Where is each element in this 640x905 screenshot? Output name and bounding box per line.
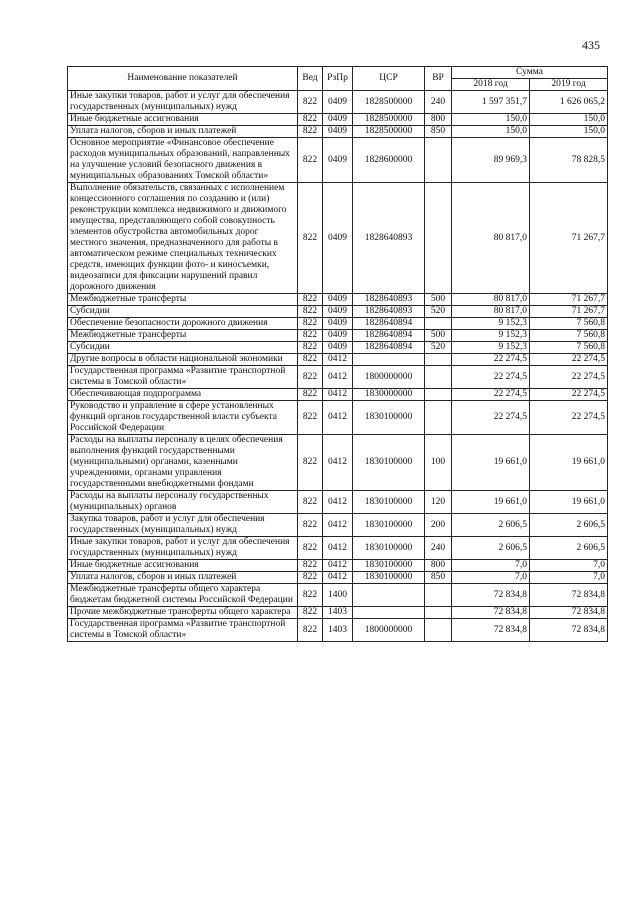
row-csr: 1800000000 xyxy=(353,619,425,642)
row-sum-2019: 7,0 xyxy=(530,560,608,572)
row-vr: 800 xyxy=(425,114,452,126)
row-sum-2019: 19 661,0 xyxy=(530,435,608,491)
row-sum-2019: 72 834,8 xyxy=(530,607,608,619)
row-csr: 1828640893 xyxy=(353,183,425,294)
row-sum-2019: 150,0 xyxy=(530,126,608,138)
row-name: Межбюджетные трансферты xyxy=(68,294,298,306)
row-vr xyxy=(425,607,452,619)
row-csr: 1828640894 xyxy=(353,342,425,354)
row-rzpr: 0412 xyxy=(323,354,353,366)
table-row xyxy=(68,330,608,342)
row-sum-2019: 150,0 xyxy=(530,114,608,126)
row-ved: 822 xyxy=(298,114,323,126)
header-csr: ЦСР xyxy=(353,67,425,91)
row-rzpr: 0412 xyxy=(323,537,353,560)
row-vr xyxy=(425,401,452,435)
row-name: Государственная программа «Развитие транспортной системы в Томской области» xyxy=(68,619,298,642)
row-sum-2018: 2 606,5 xyxy=(452,537,530,560)
row-sum-2019: 22 274,5 xyxy=(530,389,608,401)
row-ved: 822 xyxy=(298,306,323,318)
row-ved: 822 xyxy=(298,537,323,560)
row-vr xyxy=(425,619,452,642)
row-csr: 1828500000 xyxy=(353,114,425,126)
row-vr: 240 xyxy=(425,537,452,560)
row-rzpr: 0409 xyxy=(323,114,353,126)
row-sum-2019: 7 560,8 xyxy=(530,342,608,354)
row-ved: 822 xyxy=(298,183,323,294)
row-rzpr: 0409 xyxy=(323,138,353,183)
row-ved: 822 xyxy=(298,584,323,607)
row-vr xyxy=(425,138,452,183)
row-rzpr: 1400 xyxy=(323,584,353,607)
row-vr: 500 xyxy=(425,294,452,306)
row-sum-2018: 72 834,8 xyxy=(452,607,530,619)
row-vr xyxy=(425,584,452,607)
row-name: Выполнение обязательств, связанных с исполнением концессионного соглашения по созданию и (или) реконструкции комплекса недвижимого и движимого имущества, представляющего собой совокупность элементов обустройства автомобильных дорог местного значения, предназначенного для работы в автоматическом режиме специальных технических средств, имеющих функции фото- и киносъемки, видеозаписи для фиксации нарушений правил дорожного движения xyxy=(68,183,298,294)
row-ved: 822 xyxy=(298,514,323,537)
row-csr: 1830100000 xyxy=(353,514,425,537)
header-2019: 2019 год xyxy=(530,79,608,91)
row-sum-2018: 9 152,3 xyxy=(452,330,530,342)
row-ved: 822 xyxy=(298,330,323,342)
row-sum-2018: 19 661,0 xyxy=(452,435,530,491)
row-name: Основное мероприятие «Финансовое обеспечение расходов муниципальных образований, направленных на улучшение условий безопасного движения в муниципальных образованиях Томской области» xyxy=(68,138,298,183)
row-name: Иные бюджетные ассигнования xyxy=(68,114,298,126)
row-vr: 200 xyxy=(425,514,452,537)
row-sum-2018: 1 597 351,7 xyxy=(452,91,530,114)
row-name: Иные закупки товаров, работ и услуг для обеспечения государственных (муниципальных) нужд xyxy=(68,537,298,560)
row-ved: 822 xyxy=(298,138,323,183)
row-ved: 822 xyxy=(298,560,323,572)
row-sum-2019: 71 267,7 xyxy=(530,306,608,318)
row-csr: 1830100000 xyxy=(353,560,425,572)
row-rzpr: 0412 xyxy=(323,389,353,401)
row-sum-2018: 22 274,5 xyxy=(452,389,530,401)
row-sum-2018: 19 661,0 xyxy=(452,491,530,514)
row-ved: 822 xyxy=(298,401,323,435)
row-sum-2018: 9 152,3 xyxy=(452,318,530,330)
row-name: Обеспечение безопасности дорожного движения xyxy=(68,318,298,330)
row-name: Уплата налогов, сборов и иных платежей xyxy=(68,126,298,138)
row-sum-2019: 19 661,0 xyxy=(530,491,608,514)
table-row xyxy=(68,560,608,572)
row-csr: 1830000000 xyxy=(353,389,425,401)
table-row xyxy=(68,306,608,318)
header-name: Наименование показателей xyxy=(68,67,298,91)
table-row xyxy=(68,126,608,138)
table-row xyxy=(68,389,608,401)
row-sum-2018: 80 817,0 xyxy=(452,306,530,318)
row-sum-2019: 71 267,7 xyxy=(530,183,608,294)
row-ved: 822 xyxy=(298,294,323,306)
row-csr: 1828500000 xyxy=(353,91,425,114)
table-row xyxy=(68,435,608,491)
row-sum-2018: 22 274,5 xyxy=(452,401,530,435)
row-name: Межбюджетные трансферты xyxy=(68,330,298,342)
table-row xyxy=(68,584,608,607)
table-row xyxy=(68,91,608,114)
row-sum-2018: 2 606,5 xyxy=(452,514,530,537)
table-row xyxy=(68,183,608,294)
row-name: Обеспечивающая подпрограмма xyxy=(68,389,298,401)
row-vr xyxy=(425,389,452,401)
row-csr xyxy=(353,607,425,619)
row-rzpr: 0412 xyxy=(323,572,353,584)
row-ved: 822 xyxy=(298,607,323,619)
row-vr: 850 xyxy=(425,126,452,138)
table-row xyxy=(68,294,608,306)
row-sum-2019: 72 834,8 xyxy=(530,619,608,642)
table-row xyxy=(68,619,608,642)
row-sum-2019: 7 560,8 xyxy=(530,330,608,342)
row-sum-2019: 22 274,5 xyxy=(530,366,608,389)
row-rzpr: 0412 xyxy=(323,366,353,389)
row-sum-2018: 150,0 xyxy=(452,114,530,126)
row-csr xyxy=(353,584,425,607)
row-sum-2019: 22 274,5 xyxy=(530,354,608,366)
row-sum-2018: 80 817,0 xyxy=(452,294,530,306)
row-sum-2018: 22 274,5 xyxy=(452,366,530,389)
row-sum-2019: 1 626 065,2 xyxy=(530,91,608,114)
row-name: Иные закупки товаров, работ и услуг для обеспечения государственных (муниципальных) нужд xyxy=(68,91,298,114)
row-rzpr: 0409 xyxy=(323,294,353,306)
row-vr: 120 xyxy=(425,491,452,514)
row-rzpr: 0409 xyxy=(323,91,353,114)
row-name: Субсидии xyxy=(68,306,298,318)
row-csr xyxy=(353,354,425,366)
row-name: Руководство и управление в сфере установленных функций органов государственной власти субъекта Российской Федерации xyxy=(68,401,298,435)
table-row xyxy=(68,342,608,354)
row-sum-2019: 7 560,8 xyxy=(530,318,608,330)
row-vr xyxy=(425,318,452,330)
table-row xyxy=(68,572,608,584)
row-sum-2018: 9 152,3 xyxy=(452,342,530,354)
table-row xyxy=(68,537,608,560)
row-vr: 520 xyxy=(425,342,452,354)
table-row xyxy=(68,114,608,126)
row-sum-2019: 71 267,7 xyxy=(530,294,608,306)
row-sum-2019: 2 606,5 xyxy=(530,537,608,560)
table-row xyxy=(68,318,608,330)
row-csr: 1830100000 xyxy=(353,491,425,514)
row-sum-2018: 72 834,8 xyxy=(452,619,530,642)
row-sum-2018: 22 274,5 xyxy=(452,354,530,366)
row-sum-2018: 80 817,0 xyxy=(452,183,530,294)
row-vr: 850 xyxy=(425,572,452,584)
row-name: Иные бюджетные ассигнования xyxy=(68,560,298,572)
row-sum-2019: 2 606,5 xyxy=(530,514,608,537)
table-row xyxy=(68,138,608,183)
row-ved: 822 xyxy=(298,354,323,366)
row-ved: 822 xyxy=(298,126,323,138)
row-name: Прочие межбюджетные трансферты общего характера xyxy=(68,607,298,619)
row-name: Расходы на выплаты персоналу государственных (муниципальных) органов xyxy=(68,491,298,514)
row-csr: 1830100000 xyxy=(353,537,425,560)
budget-table xyxy=(67,66,608,642)
row-name: Государственная программа «Развитие транспортной системы в Томской области» xyxy=(68,366,298,389)
row-sum-2019: 22 274,5 xyxy=(530,401,608,435)
table-row xyxy=(68,401,608,435)
row-rzpr: 0412 xyxy=(323,401,353,435)
row-rzpr: 0412 xyxy=(323,560,353,572)
table-row xyxy=(68,607,608,619)
row-name: Закупка товаров, работ и услуг для обеспечения государственных (муниципальных) нужд xyxy=(68,514,298,537)
row-rzpr: 0409 xyxy=(323,342,353,354)
row-ved: 822 xyxy=(298,318,323,330)
row-rzpr: 0409 xyxy=(323,183,353,294)
row-ved: 822 xyxy=(298,572,323,584)
row-vr: 100 xyxy=(425,435,452,491)
row-rzpr: 0412 xyxy=(323,435,353,491)
row-ved: 822 xyxy=(298,389,323,401)
row-ved: 822 xyxy=(298,366,323,389)
row-sum-2019: 7,0 xyxy=(530,572,608,584)
row-sum-2018: 7,0 xyxy=(452,560,530,572)
row-vr: 520 xyxy=(425,306,452,318)
table-row xyxy=(68,354,608,366)
row-csr: 1828600000 xyxy=(353,138,425,183)
header-2018: 2018 год xyxy=(452,79,530,91)
page-number: 435 xyxy=(582,38,600,52)
row-vr xyxy=(425,366,452,389)
row-vr xyxy=(425,183,452,294)
row-csr: 1828640893 xyxy=(353,306,425,318)
row-sum-2018: 7,0 xyxy=(452,572,530,584)
row-csr: 1830100000 xyxy=(353,435,425,491)
row-name: Субсидии xyxy=(68,342,298,354)
row-csr: 1828640894 xyxy=(353,330,425,342)
row-ved: 822 xyxy=(298,342,323,354)
row-sum-2018: 89 969,3 xyxy=(452,138,530,183)
row-ved: 822 xyxy=(298,619,323,642)
row-sum-2019: 72 834,8 xyxy=(530,584,608,607)
table-row xyxy=(68,366,608,389)
row-rzpr: 1403 xyxy=(323,619,353,642)
row-rzpr: 0412 xyxy=(323,491,353,514)
header-ved: Вед xyxy=(298,67,323,91)
row-csr: 1800000000 xyxy=(353,366,425,389)
row-csr: 1830100000 xyxy=(353,572,425,584)
row-vr: 240 xyxy=(425,91,452,114)
row-rzpr: 0409 xyxy=(323,306,353,318)
row-rzpr: 1403 xyxy=(323,607,353,619)
row-name: Уплата налогов, сборов и иных платежей xyxy=(68,572,298,584)
header-rzpr: РзПр xyxy=(323,67,353,91)
row-csr: 1830100000 xyxy=(353,401,425,435)
row-csr: 1828640893 xyxy=(353,294,425,306)
row-sum-2019: 78 828,5 xyxy=(530,138,608,183)
row-rzpr: 0412 xyxy=(323,514,353,537)
table-row xyxy=(68,514,608,537)
row-rzpr: 0409 xyxy=(323,318,353,330)
row-name: Межбюджетные трансферты общего характера бюджетам бюджетной системы Российской Федерации xyxy=(68,584,298,607)
row-vr xyxy=(425,354,452,366)
header-vr: ВР xyxy=(425,67,452,91)
row-rzpr: 0409 xyxy=(323,330,353,342)
row-sum-2018: 150,0 xyxy=(452,126,530,138)
row-vr: 800 xyxy=(425,560,452,572)
header-sum: Сумма xyxy=(452,67,608,79)
row-sum-2018: 72 834,8 xyxy=(452,584,530,607)
row-name: Другие вопросы в области национальной экономики xyxy=(68,354,298,366)
row-ved: 822 xyxy=(298,491,323,514)
table-row xyxy=(68,491,608,514)
row-ved: 822 xyxy=(298,435,323,491)
row-ved: 822 xyxy=(298,91,323,114)
row-name: Расходы на выплаты персоналу в целях обеспечения выполнения функций государственными (муниципальными) органами, казенными учреждениями, органами управления государственными внебюджетными фондами xyxy=(68,435,298,491)
row-csr: 1828500000 xyxy=(353,126,425,138)
row-vr: 500 xyxy=(425,330,452,342)
row-rzpr: 0409 xyxy=(323,126,353,138)
row-csr: 1828640894 xyxy=(353,318,425,330)
